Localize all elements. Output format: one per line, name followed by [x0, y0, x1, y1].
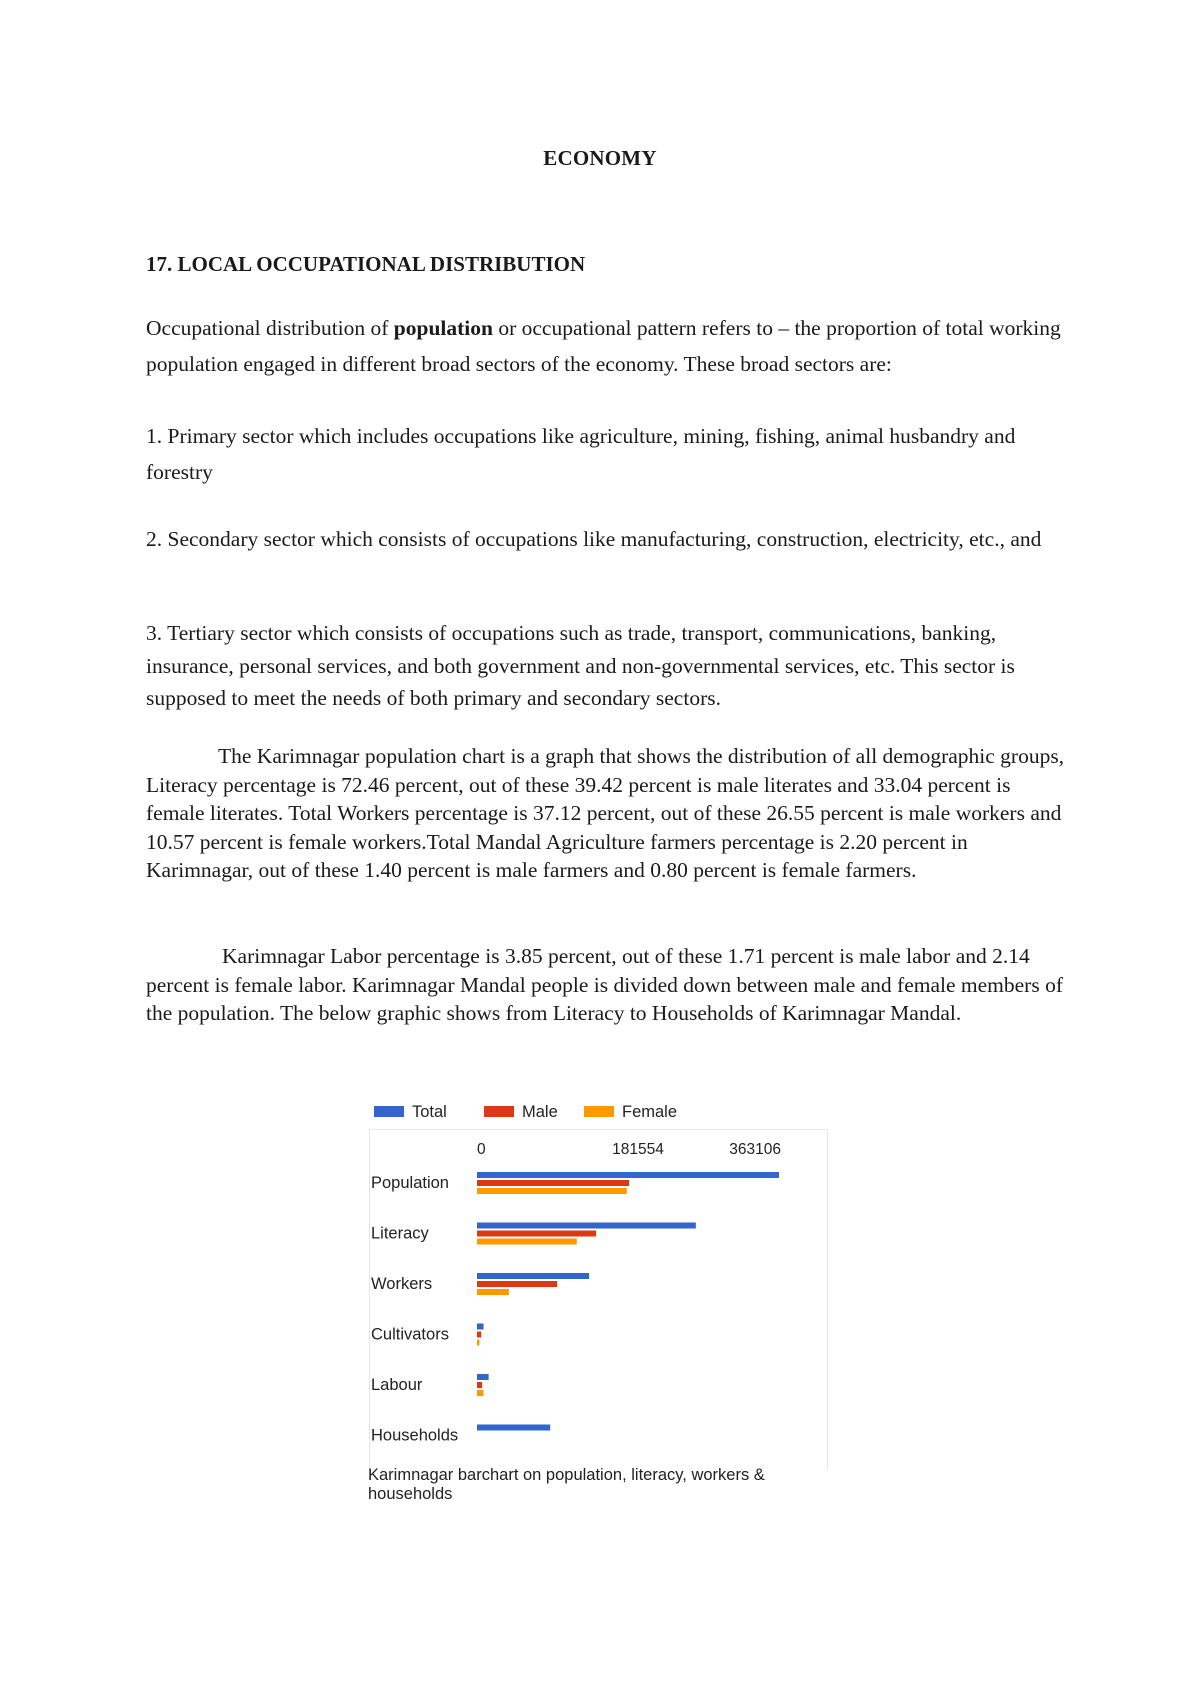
bar-cultivators-male	[477, 1332, 481, 1338]
category-label-population: Population	[371, 1174, 449, 1192]
paragraph-population	[146, 742, 1066, 885]
bar-workers-total	[477, 1273, 589, 1279]
paragraph-labor-text: Karimnagar Labor percentage is 3.85 percent, out of these 1.71 percent is male labor and 2.14 percent is female labor. Karimnagar Mandal people is divided down between male and female members of the population. The below graphic shows from Literacy to Households of Karimnagar Mandal.	[146, 944, 1063, 1025]
legend-label-male: Male	[522, 1103, 558, 1121]
bar-labour-male	[477, 1382, 482, 1388]
intro-text-pre: Occupational distribution of	[146, 316, 394, 340]
legend-label-total: Total	[412, 1103, 447, 1121]
bar-labour-total	[477, 1374, 489, 1380]
bar-literacy-male	[477, 1231, 596, 1237]
bar-workers-male	[477, 1281, 557, 1287]
bar-labour-female	[477, 1390, 483, 1396]
category-label-cultivators: Cultivators	[371, 1325, 449, 1344]
x-tick-label: 0	[477, 1141, 486, 1158]
list-item-secondary: 2. Secondary sector which consists of occupations like manufacturing, construction, electricity, etc., and	[146, 527, 1042, 551]
bar-population-total	[477, 1172, 779, 1178]
category-label-labour: Labour	[371, 1376, 423, 1394]
bar-literacy-female	[477, 1239, 577, 1245]
intro-text-bold: population	[393, 316, 493, 340]
page-heading: ECONOMY	[543, 146, 657, 170]
intro-text-post: or occupational pattern refers to – the proportion of total working population engaged in different broad sectors of the economy. These broad sectors are:	[146, 316, 1061, 376]
paragraph-population-text: The Karimnagar population chart is a graph that shows the distribution of all demographic groups, Literacy percentage is 72.46 percent, out of these 39.42 percent is male literates and 33.04 percent is female literates. Total Workers percentage is 37.12 percent, out of these 26.55 percent is male workers and 10.57 percent is female workers.Total Mandal Agriculture farmers percentage is 2.20 percent in Karimnagar, out of these 1.40 percent is male farmers and 0.80 percent is female farmers.	[146, 744, 1065, 882]
karimnagar-bar-chart	[360, 1090, 840, 1510]
bar-population-female	[477, 1188, 627, 1194]
paragraph-labor	[146, 942, 1066, 1028]
bar-literacy-total	[477, 1223, 696, 1229]
chart-caption: Karimnagar barchart on population, literacy, workers & households	[368, 1466, 765, 1503]
category-label-workers: Workers	[371, 1275, 433, 1293]
category-label-literacy: Literacy	[371, 1224, 429, 1243]
x-tick-label: 363106	[729, 1141, 781, 1158]
legend-label-female: Female	[622, 1103, 678, 1121]
section-title: 17. LOCAL OCCUPATIONAL DISTRIBUTION	[146, 252, 586, 276]
legend-swatch-total	[374, 1106, 404, 1117]
bar-cultivators-female	[477, 1340, 479, 1346]
bar-cultivators-total	[477, 1324, 484, 1330]
x-tick-label: 181554	[612, 1141, 664, 1158]
chart-svg	[360, 1090, 840, 1470]
category-label-households: Households	[371, 1426, 459, 1445]
legend-swatch-male	[484, 1106, 514, 1117]
legend-swatch-female	[584, 1106, 614, 1117]
bar-population-male	[477, 1180, 629, 1186]
list-item-tertiary: 3. Tertiary sector which consists of occupations such as trade, transport, communications, banking, insurance, personal services, and both government and non-governmental services, etc. This sector is supposed to meet the needs of both primary and secondary sectors.	[146, 621, 1015, 710]
intro-paragraph	[146, 310, 1066, 382]
bar-workers-female	[477, 1289, 509, 1295]
list-item-primary: 1. Primary sector which includes occupations like agriculture, mining, fishing, animal husbandry and forestry	[146, 424, 1016, 484]
bar-households-total	[477, 1425, 550, 1431]
